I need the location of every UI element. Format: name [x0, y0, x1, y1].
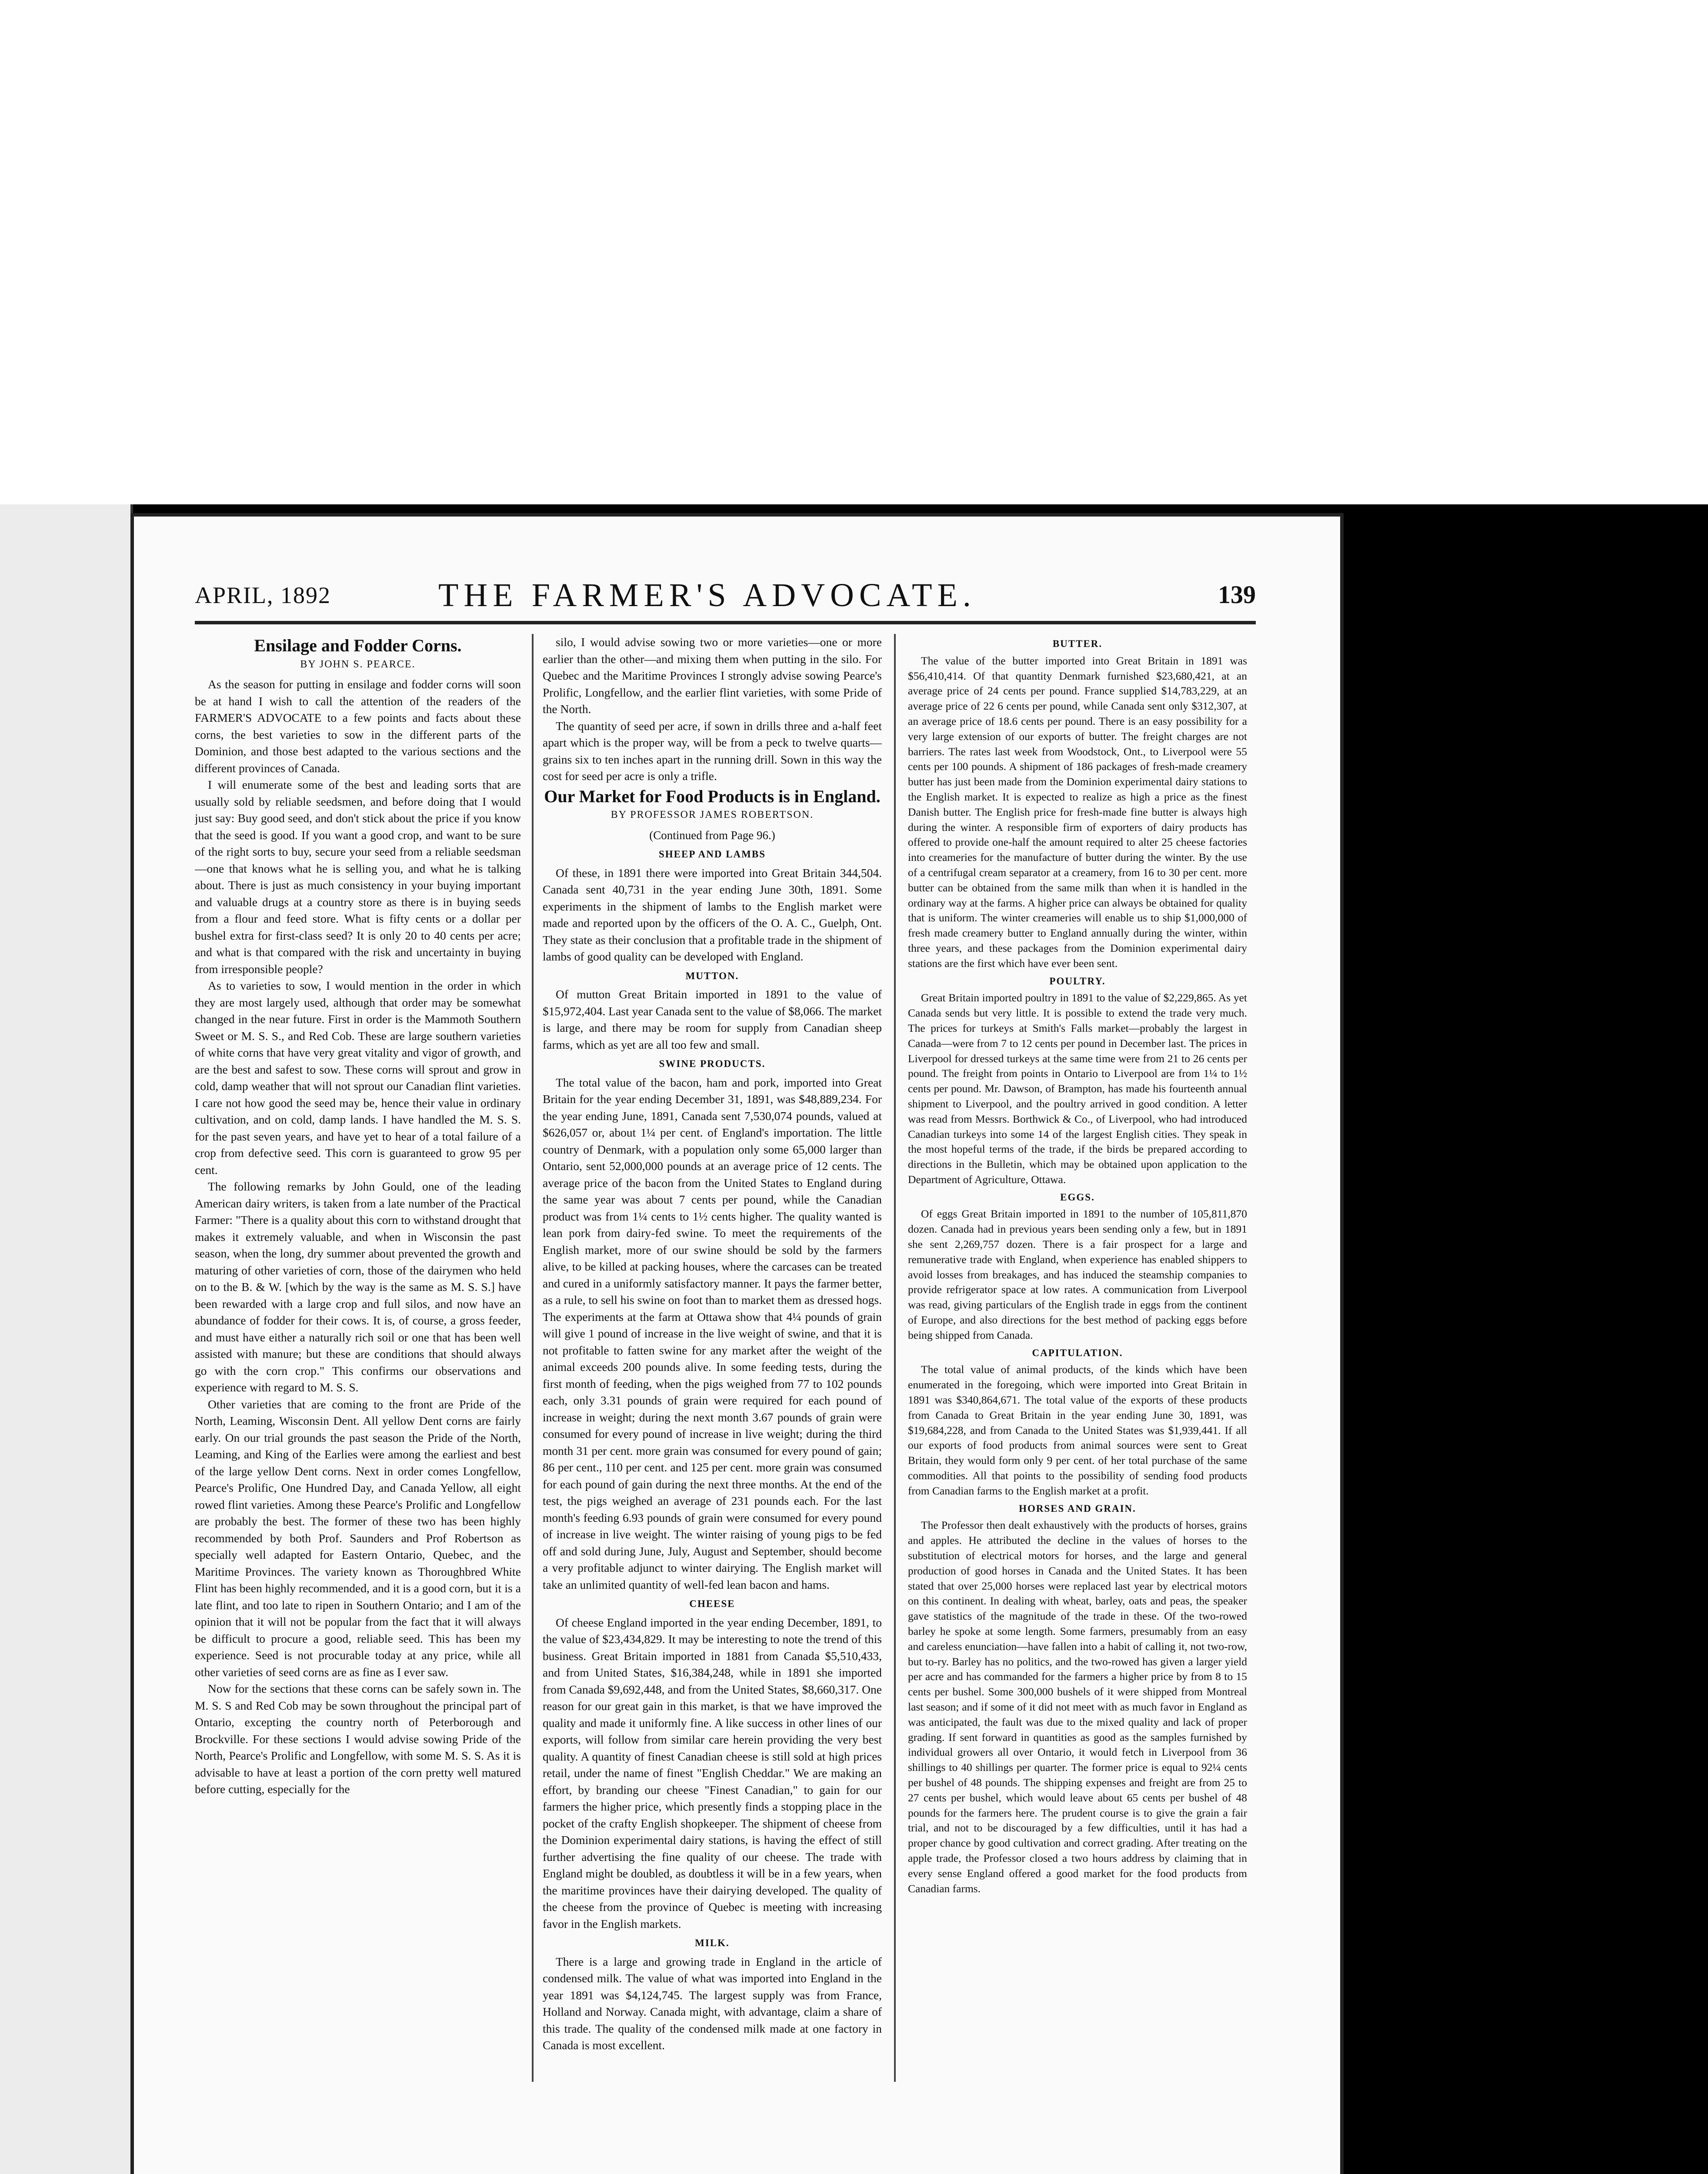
- paragraph: As the season for putting in ensilage and fodder corns will soon be at hand I wish to call the attention of the readers of the FARMER'S ADVOCATE to a few points and facts about these corns, the best varieties to sow in the different parts of the Dominion, and those best adapted to the various sections and the different provinces of Canada.: [195, 677, 521, 775]
- column-1: [195, 634, 521, 2082]
- paragraph: Of cheese England imported in the year ending December, 1891, to the value of $23,434,829. It may be interesting to note the trend of this business. Great Britain imported in 1881 from Canada $5,510,433, and from United States, $16,384,248, while in 1891 she imported from Canada $9,692,448, and from the United States, $8,660,317. One reason for our great gain in this market, is that we have improved the quality and made it uniformly fine. A like success in other lines of our exports, will follow from similar care herein providing the very best quality. A quantity of finest Canadian cheese is still sold at high prices retail, under the name of finest "English Cheddar." We are making an effort, by branding our cheese "Finest Canadian," to gain for our farmers the higher price, which presently finds a stopping place in the pocket of the crafty English shopkeeper. The shipment of cheese from the Dominion experimental dairy stations, is having the effect of still further advertising the fine quality of our cheese. The trade with England might be doubled, as doubtless it will be in a few years, when the maritime provinces have their dairying developed. The quality of the cheese from the province of Quebec is meeting with increasing favor in the English markets.: [543, 1615, 882, 1931]
- publication-title: THE FARMER'S ADVOCATE.: [438, 577, 976, 614]
- continued-note: (Continued from Page 96.): [649, 828, 775, 842]
- column-3: [908, 634, 1247, 2082]
- section-heading: CAPITULATION.: [1032, 1347, 1123, 1358]
- paragraph: There is a large and growing trade in England in the article of condensed milk. The value of what was imported into England in the year 1891 was $4,124,745. The largest supply was from France, Holland and Norway. Canada might, with advantage, claim a share of this trade. The quality of the condensed milk made at one factory in Canada is most excellent.: [543, 1954, 882, 2052]
- page-number: 139: [1218, 580, 1256, 609]
- section-heading: MUTTON.: [685, 970, 739, 981]
- paragraph: Of these, in 1891 there were imported into Great Britain 344,504. Canada sent 40,731 in the year ending June 30th, 1891. Some experiments in the shipment of lambs to the English market were made and reported upon by the officers of the O. A. C., Guelph, Ont. They state as their conclusion that a profitable trade in the shipment of lambs of good quality can be developed with England.: [543, 866, 882, 963]
- section-heading: BUTTER.: [1052, 638, 1103, 649]
- article-title: Our Market for Food Products is in England.: [544, 786, 881, 806]
- paragraph: The total value of animal products, of the kinds which have been enumerated in the foregoing, which were imported into Great Britain in 1891 was $340,864,671. The total value of the exports of these products from Canada to Great Britain in the year ending June 30, 1891, was $19,684,228, and from Canada to the United States was $1,939,441. If all our exports of food products from animal sources were sent to Great Britain, they would form only 9 per cent. of her total purchase of the same commodities. All that points to the possibility of sending food products from Canadian farms to the English market at a profit.: [908, 1363, 1247, 1497]
- newspaper-page: [130, 513, 1344, 2174]
- article-byline: BY PROFESSOR JAMES ROBERTSON.: [610, 809, 814, 820]
- paragraph: The Professor then dealt exhaustively with the products of horses, grains and apples. He attributed the decline in the values of horses to the substitution of electrical motors for horses, and the large and general production of good horses in Canada and the United States. It has been stated that over 25,000 horses were replaced last year by electrical motors on this continent. In dealing with wheat, barley, oats and peas, the speaker gave statistics of the magnitude of the trade in these. Of the two-rowed barley he spoke at some length. Some farmers, presumably from an easy and careless enunciation—have fallen into a habit of calling it, not two-row, but to-ry. Barley has no politics, and the two-rowed has given a larger yield per acre and has commanded for the farmers a higher price by from 8 to 15 cents per bushel. Some 300,000 bushels of it were shipped from Montreal last season; and if some of it did not meet with as much favor in England as was anticipated, the fault was due to the mixed quality and lack of proper grading. If sent forward in quantities as good as the samples furnished by individual growers all over Ontario, it would fetch in Liverpool from 36 shillings to 40 shillings per quarter. The former price is equal to 92¼ cents per bushel of 48 pounds. The shipping expenses and freight are from 25 to 27 cents per bushel, which would leave about 65 cents per bushel of 48 pounds for the farmers here. The prudent course is to give the grain a fair trial, and not to be discouraged by a few difficulties, until it has had a proper chance by good cultivation and correct grading. After treating on the apple trade, the Professor closed a two hours address by claiming that in every sense England offered a good market for the food products from Canadian farms.: [908, 1519, 1247, 1895]
- section-heading: SHEEP AND LAMBS: [659, 849, 766, 860]
- paragraph: As to varieties to sow, I would mention in the order in which they are most largely used, although that order may be somewhat changed in the near future. First in order is the Mammoth Southern Sweet or M. S. S., and Red Cob. These are large southern varieties of white corns that have very great vitality and vigor of growth, and are the best and safest to sow. These corns will sprout and grow in cold, damp weather that will not sprout our Canadian flint varieties. I care not how good the seed may be, hence their value in ordinary cultivation, and on cold, damp lands. I have handled the M. S. S. for the past seven years, and have yet to hear of a total failure of a crop from defective seed. This corn is guaranteed to grow 95 per cent.: [195, 979, 521, 1177]
- section-heading: HORSES AND GRAIN.: [1019, 1503, 1136, 1514]
- column-divider: [532, 634, 534, 2082]
- paragraph: Great Britain imported poultry in 1891 to the value of $2,229,865. As yet Canada sends but very little. It is possible to extend the trade very much. The prices for turkeys at Smith's Falls market—probably the largest in Canada—were from 7 to 12 cents per pound in December last. The prices in Liverpool for dressed turkeys at the same time were from 21 to 26 cents per pound. The freight from points in Ontario to Liverpool are from 1¼ to 1½ cents per pound. Mr. Dawson, of Brampton, has made his fourteenth annual shipment to Liverpool, and the poultry arrived in good condition. A letter was read from Messrs. Borthwick & Co., of Liverpool, who had introduced Canadian turkeys into some 14 of the largest English cities. They speak in the most hopeful terms of the trade, if the birds be prepared according to directions in the Bulletin, which may be obtained upon application to the Department of Agriculture, Ottawa.: [908, 991, 1247, 1186]
- article-title: Ensilage and Fodder Corns.: [254, 636, 462, 655]
- column-2: [543, 634, 882, 2082]
- paragraph: Of mutton Great Britain imported in 1891 to the value of $15,972,404. Last year Canada sent to the value of $8,066. The market is large, and there may be room for supply from Canadian sheep farms, which as yet are all too few and small.: [543, 987, 882, 1051]
- section-heading: CHEESE: [689, 1598, 735, 1609]
- header-rule: [195, 621, 1256, 624]
- section-heading: SWINE PRODUCTS.: [659, 1058, 766, 1069]
- background-top: [0, 0, 1708, 504]
- page-header: [195, 569, 1256, 617]
- section-heading: MILK.: [695, 1937, 730, 1948]
- section-heading: POULTRY.: [1049, 975, 1106, 987]
- paragraph: Other varieties that are coming to the front are Pride of the North, Leaming, Wisconsin Dent. All yellow Dent corns are fairly early. On our trial grounds the past season the Pride of the North, Leaming, and King of the Earlies were among the earliest and best of the large yellow Dent corns. Next in order comes Longfellow, Pearce's Prolific, One Hundred Day, and Canada Yellow, all eight rowed flint varieties. Among these Pearce's Prolific and Longfellow are probably the best. The former of these two has been highly recommended by both Prof. Saunders and Prof Robertson as specially well adapted for Eastern Ontario, Quebec, and the Maritime Provinces. The variety known as Thoroughbred White Flint has been highly recommended, and it is a good corn, but it is a late flint, and too late to ripen in Southern Ontario; and I am of the opinion that it will not be popular from the fact that it will always be difficult to procure a good, reliable seed. This has been my experience. Seed is not procurable today at any price, while all other varieties of seed corns are as fine as I ever saw.: [195, 1397, 521, 1679]
- article-byline: BY JOHN S. PEARCE.: [300, 658, 416, 670]
- column-divider: [894, 634, 896, 2082]
- section-heading: EGGS.: [1060, 1191, 1095, 1203]
- paragraph: The quantity of seed per acre, if sown in drills three and a-half feet apart which is the proper way, will be from a peck to twelve quarts—grains six to ten inches apart in the running drill. Sown in this way the cost for seed per acre is only a trifle.: [543, 719, 882, 783]
- issue-date: APRIL, 1892: [195, 582, 331, 608]
- paragraph: Of eggs Great Britain imported in 1891 to the number of 105,811,870 dozen. Canada had in previous years been sending only a few, but in 1891 she sent 2,269,757 dozen. There is a fair prospect for a large and remunerative trade with England, when experience has enabled shippers to avoid losses from breakages, and has induced the steamship companies to provide refrigerator space at low rates. A communication from Liverpool was read, giving particulars of the English trade in eggs from the continent of Europe, and also directions for the best method of packing eggs before being shipped from Canada.: [908, 1207, 1247, 1341]
- paragraph: Now for the sections that these corns can be safely sown in. The M. S. S and Red Cob may be sown throughout the principal part of Ontario, excepting the country north of Peterborough and Brockville. For these sections I would advise sowing Pride of the North, Pearce's Prolific and Longfellow, with some M. S. S. As it is advisable to have at least a portion of the corn pretty well matured before cutting, especially for the: [195, 1682, 521, 1796]
- paragraph: The value of the butter imported into Great Britain in 1891 was $56,410,414. Of that quantity Denmark furnished $23,680,421, at an average price of 24 cents per pound. France supplied $14,783,229, at an average price of 22 6 cents per pound, while Canada sent only $312,307, at an average price of 18.6 cents per pound. There is an easy possibility for a very large extension of our exports of butter. The freight charges are not barriers. The rates last week from Woodstock, Ont., to Liverpool were 55 cents per 100 pounds. A shipment of 186 packages of fresh-made creamery butter has just been made from the Dominion experimental dairy stations to the English market. It is expected to realize as high a price as the finest Danish butter. The English price for fresh-made fine butter is always high during the winter. A responsible firm of exporters of dairy products has offered to provide one-half the amount required to alter 25 cheese factories into creameries for the manufacture of butter during the winter. By the use of a centrifugal cream separator at a creamery, from 16 to 30 per cent. more butter can be obtained from the same milk than when it is handled in the ordinary way at the farms. A higher price can always be obtained for quality that is uniform. The winter creameries will enable us to ship $1,000,000 of fresh made creamery butter to England annually during the winter, within three years, and these packages from the Dominion experimental dairy stations are the first which have ever been sent.: [908, 654, 1247, 970]
- paragraph: The total value of the bacon, ham and pork, imported into Great Britain for the year ending December 31, 1891, was $48,889,234. For the year ending June, 1891, Canada sent 7,530,074 pounds, valued at $626,057 or, about 1¼ per cent. of England's importation. The little country of Denmark, with a population only some 65,000 larger than Ontario, sent 52,000,000 pounds at an average price of 12 cents. The average price of the bacon from the United States to England during the same year was about 7 cents per pound, while the Canadian product was from 1¼ cents to 1½ cents higher. The quality wanted is lean pork from dairy-fed swine. To meet the requirements of the English market, more of our swine should be sold by the farmers alive, to be killed at packing houses, where the carcases can be treated and cured in a uniformly satisfactory manner. It pays the farmer better, as a rule, to sell his swine on foot than to market them as dressed hogs. The experiments at the farm at Ottawa show that 4¼ pounds of grain will give 1 pound of increase in the live weight of swine, and that it is not profitable to fatten swine for any market after the weight of the animal exceeds 200 pounds alive. In some feeding tests, during the first month of feeding, when the pigs weighed from 77 to 102 pounds each, only 3.31 pounds of grain were required for each pound of increase in weight; during the next month 3.67 pounds of grain were consumed for every pound of increase in live weight; during the third month 31 per cent. more grain was consumed for every pound of gain; 86 per cent., 110 per cent. and 125 per cent. more grain was consumed for each pound of gain during the next three months. At the end of the test, the pigs weighed an average of 231 pounds each. For the last month's feeding 6.93 pounds of grain were consumed for every pound of increase in live weight. The winter raising of young pigs to be fed off and sold during June, July, August and September, should become a very profitable adjunct to winter dairying. The English market will take an unlimited quantity of well-fed lean bacon and hams.: [543, 1075, 882, 1591]
- background-right: [1344, 513, 1708, 2174]
- paragraph: The following remarks by John Gould, one of the leading American dairy writers, is taken from a late number of the Practical Farmer: "There is a quality about this corn to withstand drought that makes it extremely valuable, and when in Wisconsin the past season, when the long, dry summer about prevented the growth and maturing of other varieties of corn, those of the dairymen who held on to the B. & W. [which by the way is the same as M. S. S.] have been rewarded with a large crop and full silos, and now have an abundance of fodder for their cows. It is, of course, a gross feeder, and must have either a naturally rich soil or one that has been well assisted with manure; but these are conditions that should always go with the corn crop." This confirms our observations and experience with regard to M. S. S.: [195, 1180, 521, 1394]
- paragraph: I will enumerate some of the best and leading sorts that are usually sold by reliable seedsmen, and before doing that I would just say: Buy good seed, and don't stick about the price if you know that the seed is good. If you want a good crop, and want to be sure of the right sorts to buy, secure your seed from a reliable seedsman—one that knows what he is selling you, and what he is talking about. There is just as much consistency in your buying important and valuable drugs at a country store as there is in buying seeds from a flour and feed store. What is fifty cents or a dollar per bushel extra for first-class seed? It is only 20 to 40 cents per acre; and what is that compared with the risk and uncertainty in buying from irresponsible people?: [195, 778, 521, 976]
- paragraph: silo, I would advise sowing two or more varieties—one or more earlier than the other—and mixing them when putting in the silo. For Quebec and the Maritime Provinces I strongly advise sowing Pearce's Prolific, Longfellow, and the earlier flint varieties, with some Pride of the North.: [543, 635, 882, 716]
- left-book-edge: [0, 504, 133, 2174]
